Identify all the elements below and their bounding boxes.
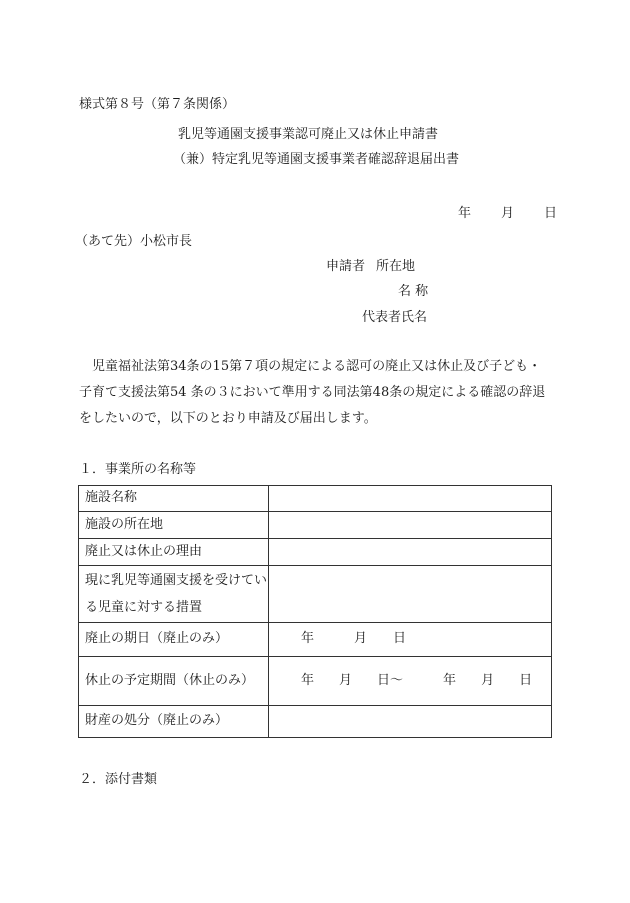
suspension-start-day: 日～: [377, 672, 404, 688]
applicant-name-label: 名 称: [398, 284, 429, 299]
date-line: [458, 207, 557, 220]
abolition-year: 年: [301, 631, 315, 647]
suspension-end-year: 年: [443, 672, 457, 688]
measures-field[interactable]: [269, 566, 552, 623]
date-day: 日: [544, 206, 558, 221]
row-label: 休止の予定期間（休止のみ）: [79, 657, 269, 706]
document-title-line1: 乳児等通園支援事業認可廃止又は休止申請書: [178, 127, 439, 142]
abolition-date-field[interactable]: [269, 623, 552, 657]
applicant-representative-label: 代表者氏名: [362, 310, 428, 325]
table-row: [79, 539, 552, 566]
suspension-end-month: 月: [481, 672, 495, 688]
abolition-month: 月: [354, 631, 368, 647]
table-row: [79, 512, 552, 539]
facility-name-field[interactable]: [269, 486, 552, 512]
suspension-start-month: 月: [339, 672, 353, 688]
row-label: 財産の処分（廃止のみ）: [79, 706, 269, 738]
suspension-start-year: 年: [301, 672, 315, 688]
facility-address-field[interactable]: [269, 512, 552, 539]
table-row: [79, 486, 552, 512]
row-label: 廃止の期日（廃止のみ）: [79, 623, 269, 657]
table-row: [79, 623, 552, 657]
addressee: （あて先）小松市長: [75, 234, 193, 249]
body-paragraph: 児童福祉法第34条の15第７項の規定による認可の廃止又は休止及び子ども・子育て支援法第54 条の３において準用する同法第48条の規定による確認の辞退をしたいので，以下のとおり申請及び届出します。: [79, 359, 546, 426]
date-year: 年: [458, 206, 472, 221]
row-label: 施設の所在地: [79, 512, 269, 539]
table-row: [79, 657, 552, 706]
reason-field[interactable]: [269, 539, 552, 566]
section1-title: １．事業所の名称等: [79, 462, 197, 477]
applicant-label: 申請者: [326, 259, 366, 274]
row-label: 現に乳児等通園支援を受けている児童に対する措置: [79, 566, 269, 623]
document-title-line2: （兼）特定乳児等通園支援事業者確認辞退届出書: [173, 152, 460, 167]
section2-title: ２．添付書類: [79, 772, 158, 787]
applicant-address-label: 所在地: [376, 259, 416, 274]
date-month: 月: [501, 206, 515, 221]
facility-info-table: [78, 485, 552, 738]
abolition-day: 日: [393, 631, 407, 647]
suspension-end-day: 日: [519, 672, 533, 688]
row-label: 施設名称: [79, 486, 269, 512]
table-row: [79, 566, 552, 623]
suspension-period-field[interactable]: [269, 657, 552, 706]
form-number: 様式第８号（第７条関係）: [79, 97, 236, 112]
property-disposal-field[interactable]: [269, 706, 552, 738]
row-label: 廃止又は休止の理由: [79, 539, 269, 566]
table-row: [79, 706, 552, 738]
